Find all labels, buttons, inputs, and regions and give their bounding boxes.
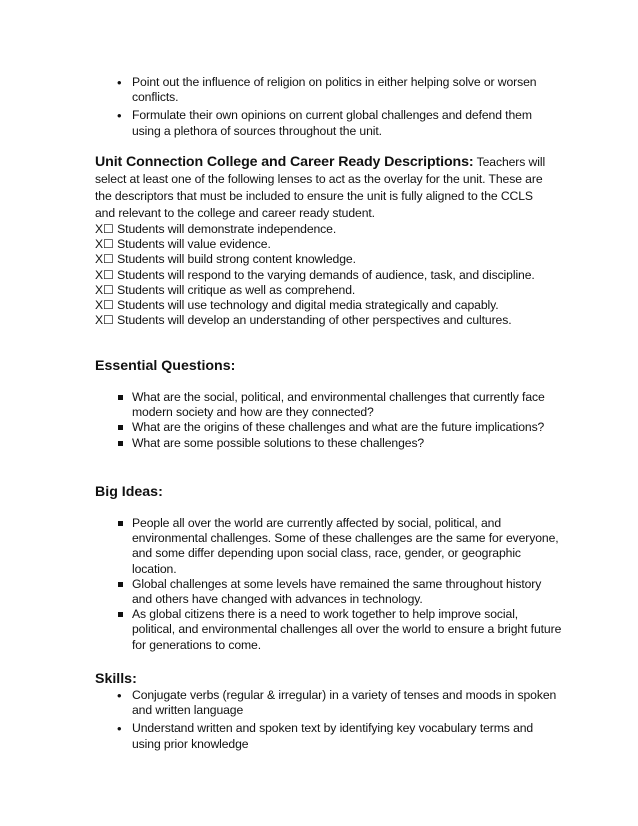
checklist-item: X☐ Students will value evidence.: [95, 237, 271, 252]
descriptor-checklist: [95, 222, 550, 328]
list-item: People all over the world are currently affected by social, political, and environmental challenges. Some of these challenges are the same for everyone, and some differ depending upon social class, race, gender, or geographic location.: [95, 516, 562, 577]
checklist-item: X☐ Students will respond to the varying demands of audience, task, and discipline.: [95, 267, 535, 282]
checklist-item: X☐ Students will demonstrate independence.: [95, 222, 337, 236]
unit-connection-intro: Teachers will select at least one of the following lenses to act as the overlay for the unit. These are the descriptors that must be included to ensure the unit is fully aligned to the CCLS and relevant to the college and career ready student.: [95, 155, 546, 220]
checklist-item: X☐ Students will use technology and digital media strategically and capably.: [95, 298, 499, 313]
skills-heading: Skills:: [95, 671, 137, 687]
top-bullet-list: [0, 75, 638, 139]
list-item: • Understand written and spoken text by identifying key vocabulary terms and using prior knowledge: [95, 721, 562, 751]
checklist-item: X☐ Students will develop an understanding of other perspectives and cultures.: [95, 313, 512, 328]
list-item: • Point out the influence of religion on politics in either helping solve or worsen conflicts.: [95, 75, 562, 105]
checklist-item: X☐ Students will critique as well as comprehend.: [95, 282, 356, 297]
list-item: Global challenges at some levels have remained the same throughout history and others have changed with advances in technology.: [95, 577, 562, 607]
big-ideas-list: [0, 516, 638, 653]
unit-connection-section: [95, 154, 550, 328]
essential-questions-list: [0, 390, 638, 451]
list-item: What are the origins of these challenges and what are the future implications?: [95, 420, 562, 435]
unit-connection-paragraph: [95, 154, 550, 222]
list-item: As global citizens there is a need to work together to help improve social, political, and environmental challenges all over the world to ensure a bright future for generations to come.: [95, 607, 562, 653]
list-item: • Formulate their own opinions on current global challenges and defend them using a plethora of sources throughout the unit.: [95, 108, 562, 138]
skills-list: [0, 688, 638, 752]
big-ideas-heading: Big Ideas:: [95, 484, 163, 500]
list-item: What are some possible solutions to these challenges?: [95, 436, 562, 451]
checklist-item: X☐ Students will build strong content knowledge.: [95, 252, 356, 267]
list-item: • Conjugate verbs (regular & irregular) in a variety of tenses and moods in spoken and written language: [95, 688, 562, 718]
list-item: What are the social, political, and environmental challenges that currently face modern society and how are they connected?: [95, 390, 562, 420]
essential-questions-heading: Essential Questions:: [95, 358, 236, 374]
unit-connection-heading: Unit Connection College and Career Ready Descriptions:: [95, 154, 474, 170]
